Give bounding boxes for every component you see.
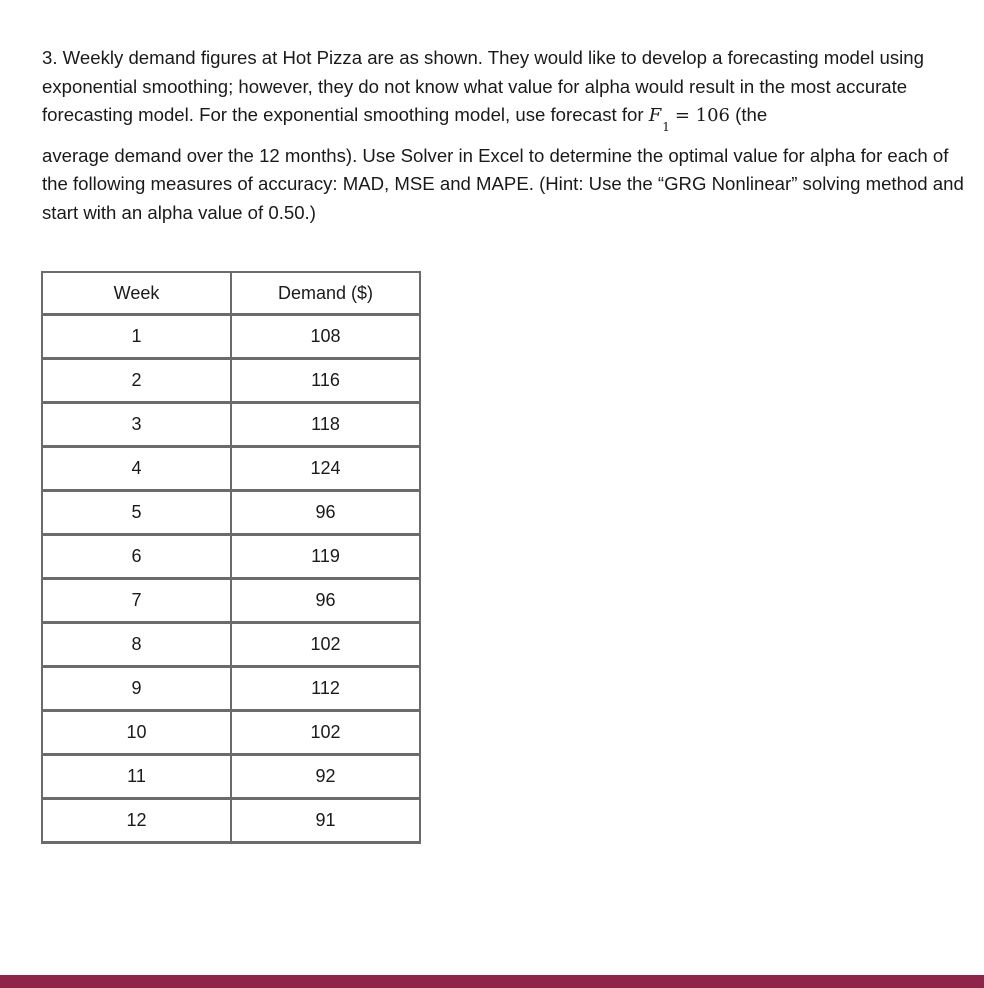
question-paragraph [42,44,967,132]
week-cell: 7 [42,579,231,623]
week-cell: 11 [42,755,231,799]
week-cell: 8 [42,623,231,667]
header-demand: Demand ($) [231,272,420,315]
week-cell: 2 [42,359,231,403]
table-row [42,315,420,359]
table-row [42,799,420,843]
demand-cell: 112 [231,667,420,711]
forecast-subscript: 1 [662,120,670,134]
footer-bar [0,975,984,988]
forecast-variable: F [648,105,662,126]
demand-cell: 116 [231,359,420,403]
table-row [42,755,420,799]
table-row [42,403,420,447]
demand-cell: 92 [231,755,420,799]
question-suffix: (the [730,104,768,125]
week-cell: 5 [42,491,231,535]
table-row [42,491,420,535]
demand-cell: 108 [231,315,420,359]
demand-cell: 102 [231,623,420,667]
table-row [42,667,420,711]
demand-cell: 119 [231,535,420,579]
demand-cell: 102 [231,711,420,755]
table-row [42,579,420,623]
demand-cell: 96 [231,579,420,623]
forecast-value: = 106 [674,105,730,126]
question-continuation: average demand over the 12 months). Use Solver in Excel to determine the optimal value for alpha for each of the following measures of accuracy: MAD, MSE and MAPE. (Hint: Use the “GRG Nonlinear” solving method and start with an alpha value of 0.50.) [42,144,964,223]
table-row [42,535,420,579]
header-week: Week [42,272,231,315]
demand-cell: 91 [231,799,420,843]
week-cell: 12 [42,799,231,843]
table-header-row [42,272,420,315]
week-cell: 10 [42,711,231,755]
week-cell: 3 [42,403,231,447]
question-intro: 3. Weekly demand figures at Hot Pizza are as shown. They would like to develop a forecasting model using exponential smoothing; however, they do not know what value for alpha would result in the most accurate forecasting model. For the exponential smoothing model, use forecast for [42,47,924,125]
forecast-formula [648,105,730,134]
question-text [42,44,967,227]
demand-cell: 96 [231,491,420,535]
week-cell: 4 [42,447,231,491]
table-row [42,359,420,403]
week-cell: 1 [42,315,231,359]
demand-table [41,271,421,844]
table-row [42,623,420,667]
table-row [42,447,420,491]
demand-cell: 118 [231,403,420,447]
table-body [42,315,420,843]
week-cell: 6 [42,535,231,579]
week-cell: 9 [42,667,231,711]
table-row [42,711,420,755]
demand-cell: 124 [231,447,420,491]
